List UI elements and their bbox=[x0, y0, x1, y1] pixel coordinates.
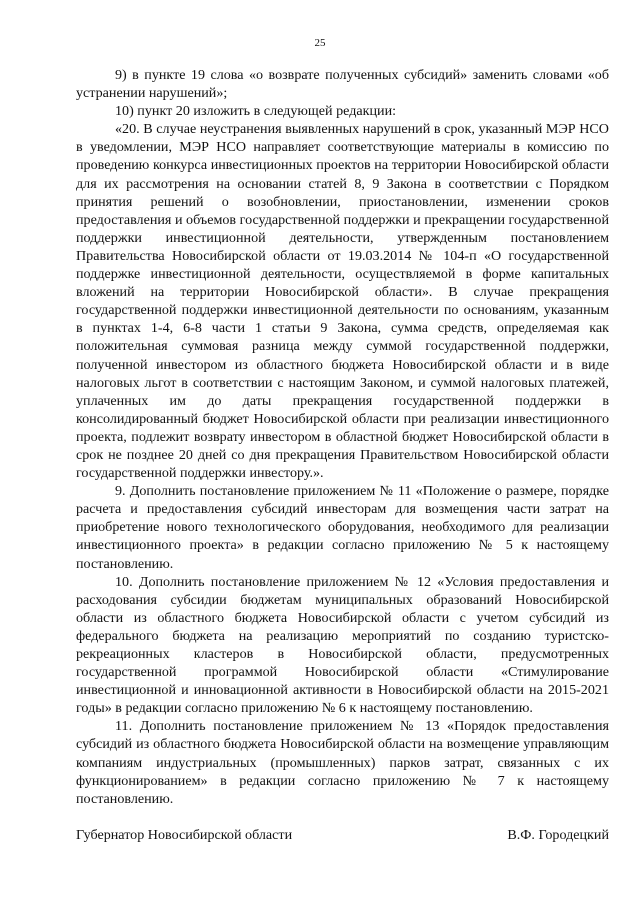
paragraph-point-20-text: «20. В случае неустранения выявленных нарушений в срок, указанный МЭР НСО в уведомлении, МЭР НСО направляет соответствующие материалы в комиссию по проведению конкурса инвестиционных проектов на территории Новосибирской области для их рассмотрения на основании статей 8, 9 Закона в соответствии с Порядком принятия решений о возобновлении, приостановлении, изменении сроков предоставления и объемов государственной поддержки и прекращении государственной поддержки инвестиционной деятельности, утвержденным постановлением Правительства Новосибирской области от 19.03.2014 № 104-п «О государственной поддержке инвестиционной деятельности, осуществляемой в форме капитальных вложений на территории Новосибирской области». В случае прекращения государственной поддержки инвестиционной деятельности по основаниям, указанным в пунктах 1-4, 6-8 части 1 статьи 9 Закона, сумма средств, определяемая как положительная суммовая разница между суммой государственной поддержки, полученной инвестором из областного бюджета Новосибирской области и в виде налоговых льгот в соответствии с настоящим Законом, и суммой налоговых платежей, уплаченных им до даты прекращения государственной поддержки в консолидированный бюджет Новосибирской области при реализации инвестиционного проекта, подлежит возврату инвестором в областной бюджет Новосибирской области в срок не позднее 20 дней со дня прекращения Правительством Новосибирской области государственной поддержки инвестору.». bbox=[76, 121, 609, 482]
signatory-position: Губернатор Новосибирской области bbox=[76, 827, 293, 843]
paragraph-item-10: 10. Дополнить постановление приложением № 12 «Условия предоставления и расходования субсидии бюджетам муниципальных образований Новосибирской области из областного бюджета Новосибирской области с учетом субсидий из федерального бюджета на реализацию мероприятий по созданию туристско-рекреационных кластеров в Новосибирской области, предусмотренных государственной программой Новосибирской области «Стимулирование инвестиционной и инновационной активности в Новосибирской области на 2015-2021 годы» в редакции согласно приложению № 6 к настоящему постановлению. bbox=[76, 573, 609, 717]
page-number: 25 bbox=[314, 37, 326, 49]
document-body bbox=[76, 66, 609, 808]
signature-block bbox=[76, 826, 609, 844]
paragraph-item-10-subitem: 10) пункт 20 изложить в следующей редакции: bbox=[115, 103, 397, 120]
paragraph-item-11: 11. Дополнить постановление приложением № 13 «Порядок предоставления субсидий из областного бюджета Новосибирской области на возмещение управляющим компаниям индустриальных (промышленных) парков затрат, связанных с их функционированием» в редакции согласно приложению № 7 к настоящему постановлению. bbox=[76, 718, 609, 807]
paragraph-item-9-subitem: 9) в пункте 19 слова «о возврате полученных субсидий» заменить словами «об устранении нарушений»; bbox=[76, 67, 609, 102]
signatory-name: В.Ф. Городецкий bbox=[507, 827, 609, 843]
paragraph-item-9: 9. Дополнить постановление приложением № 11 «Положение о размере, порядке расчета и предоставления субсидий инвесторам для возмещения части затрат на приобретение нового технологического оборудования, необходимого для реализации инвестиционного проекта» в редакции согласно приложению № 5 к настоящему постановлению. bbox=[76, 483, 609, 572]
